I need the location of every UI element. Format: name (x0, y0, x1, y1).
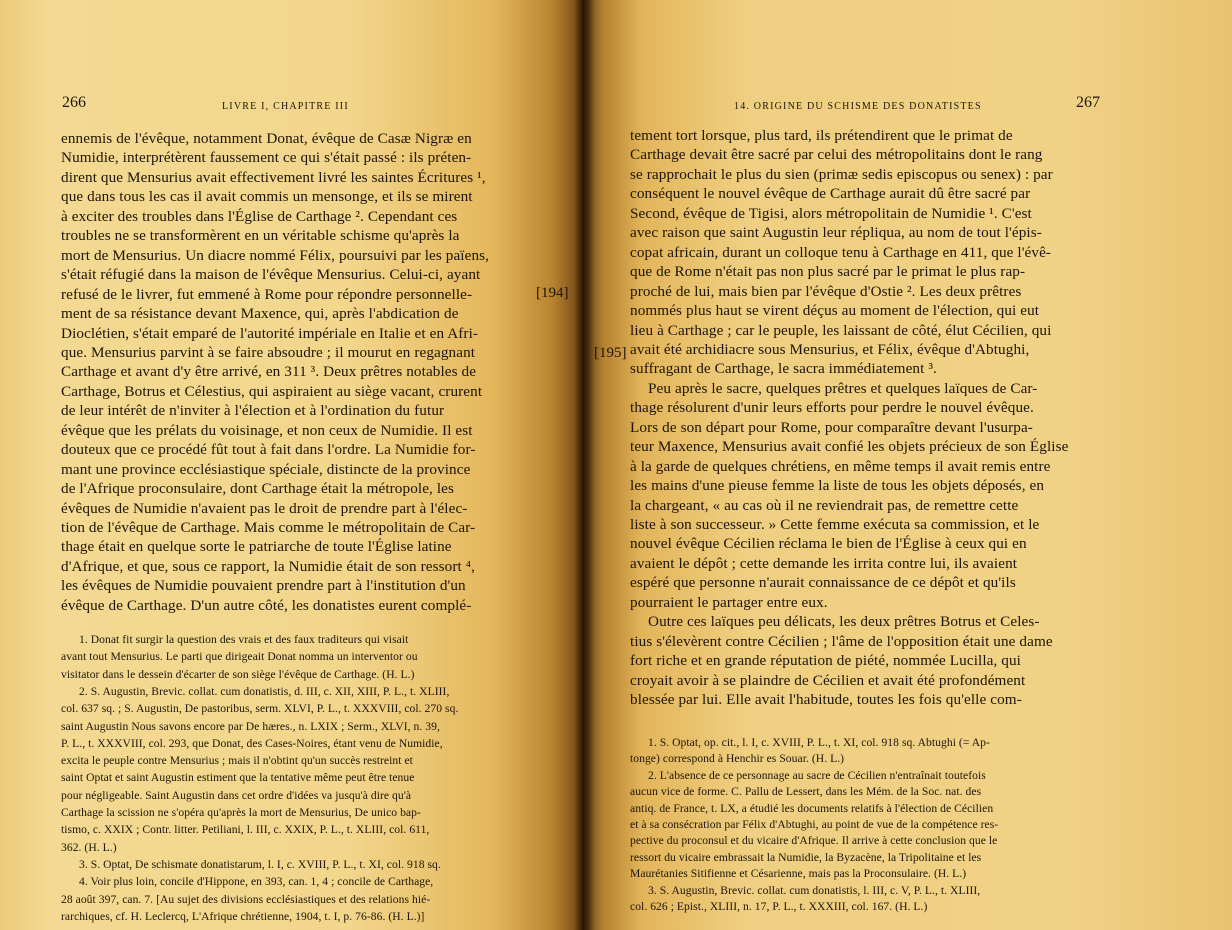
text-line: à la garde de quelques chrétiens, en même temps il avait remis entre (630, 457, 1051, 475)
text-line: dirent que Mensurius avait effectivement livré les saintes Écritures ¹, (61, 168, 486, 186)
text-line: les mains d'une pieuse femme la liste de tous les objets déposés, en (630, 477, 1045, 495)
text-line: Carthage, Botrus et Célestius, qui aspiraient au siège vacant, crurent (61, 382, 483, 400)
text-line: Second, évêque de Tigisi, alors métropolitain de Numidie ¹. C'est (630, 204, 1032, 222)
footnote-line: pour négligeable. Saint Augustin dans cet ordre d'idées va jusqu'à dire qu'à (61, 788, 412, 802)
text-line: évêques de Numidie n'avaient pas le droit de prendre part à l'élec- (61, 499, 468, 517)
footnote-line: et à sa consécration par Félix d'Abtughi, au point de vue de la compétence res- (630, 818, 999, 831)
text-line: espéré que personne n'aurait connaissance de ce dépôt et qu'ils (630, 574, 1016, 592)
text-line: s'était réfugié dans la maison de l'évêque Mensurius. Celui-ci, ayant (61, 266, 481, 284)
right-page-number: 267 (1076, 94, 1100, 111)
footnote-line: col. 637 sq. ; S. Augustin, De pastoribus, serm. XLVI, P. L., t. XXXVIII, col. 270 sq. (61, 702, 459, 716)
text-line: blessée par lui. Elle avait l'habitude, toutes les fois qu'elle com- (630, 691, 1022, 709)
text-line: que de Rome n'était pas non plus sacré par le primat le plus rap- (630, 263, 1026, 281)
text-line: avait été archidiacre sous Mensurius, et Félix, évêque d'Abtughi, (630, 340, 1030, 358)
right-running-head: 14. ORIGINE DU SCHISME DES DONATISTES (734, 101, 982, 112)
text-line: d'Afrique, et que, sous ce rapport, la Numidie était de son ressort ⁴, (61, 557, 476, 575)
left-running-head: LIVRE I, CHAPITRE III (222, 101, 349, 112)
text-line: pourraient le partager entre eux. (630, 593, 828, 611)
footnote-line: 4. Voir plus loin, concile d'Hippone, en 393, can. 1, 4 ; concile de Carthage, (79, 875, 434, 889)
text-line: copat africain, durant un colloque tenu à Carthage en 411, que l'évê- (630, 243, 1052, 261)
footnote-line: rarchiques, cf. H. Leclercq, L'Afrique chrétienne, 1904, t. I, p. 76-86. (H. L.)] (61, 909, 425, 923)
text-line: nommés plus haut se virent déçus au moment de l'élection, qui eut (630, 302, 1040, 320)
text-line: avaient le dépôt ; cette demande les irrita contre lui, ils avaient (630, 554, 1018, 572)
footnote-line: 1. Donat fit surgir la question des vrais et des faux traditeurs qui visait (79, 633, 409, 646)
footnote-line: 2. L'absence de ce personnage au sacre de Cécilien n'entraînait toutefois (648, 768, 986, 782)
margin-reference-195: [195] (594, 345, 627, 361)
footnote-line: pective du proconsul et du vicaire d'Afrique. Il arrive à cette conclusion que le (630, 834, 998, 848)
text-line: teur Maxence, Mensurius avait confié les objets précieux de son Église (630, 438, 1069, 456)
text-line: mort de Mensurius. Un diacre nommé Félix, poursuivi par les païens, (61, 246, 490, 264)
text-line: tement tort lorsque, plus tard, ils prétendirent que le primat de (630, 127, 1013, 144)
text-line: ennemis de l'évêque, notamment Donat, évêque de Casæ Nigræ en (61, 130, 472, 147)
left-page-number: 266 (62, 94, 86, 111)
text-line: ment de sa résistance devant Maxence, qui, après l'abdication de (61, 305, 459, 323)
footnote-line: tonge) correspond à Henchir es Souar. (H. L.) (630, 752, 845, 766)
text-line: troubles ne se transformèrent en un véritable schisme qu'après la (61, 227, 460, 245)
text-line: douteux que ce procédé fût tout à fait dans l'ordre. La Numidie for- (61, 441, 476, 459)
text-line: proché de lui, mais bien par l'évêque d'Ostie ². Les deux prêtres (630, 282, 1022, 300)
text-line: conséquent le nouvel évêque de Carthage aurait dû être sacré par (630, 185, 1031, 203)
text-line: que dans tous les cas il avait commis un mensonge, et ils se mirent (61, 188, 473, 206)
text-line: avec raison que saint Augustin leur répliqua, au nom de tout l'épis- (630, 224, 1042, 242)
text-line: Carthage devait être sacré par celui des métropolitains dont le rang (630, 146, 1043, 164)
text-line: thage était en quelque sorte le patriarche de toute l'Église latine (61, 538, 452, 556)
footnote-line: 3. S. Augustin, Brevic. collat. cum donatistis, l. III, c. V, P. L., t. XLIII, (648, 883, 981, 897)
text-line: Outre ces laïques peu délicats, les deux prêtres Botrus et Celes- (648, 613, 1040, 631)
text-line: refusé de le livrer, fut emmené à Rome pour répondre personnelle- (61, 285, 473, 303)
left-page (0, 0, 582, 930)
text-line: que. Mensurius parvint à se faire absoudre ; il mourut en regagnant (61, 343, 476, 361)
text-line: de leur intérêt de n'inviter à l'élection et à l'ordination du futur (61, 402, 445, 420)
text-line: liste à son successeur. » Cette femme exécuta sa commission, et le (630, 516, 1040, 533)
footnote-line: Maurétanies Sitifienne et Césarienne, mais pas la Proconsulaire. (H. L.) (630, 867, 967, 881)
text-line: tius s'élevèrent contre Cécilien ; l'âme de l'opposition était une dame (630, 632, 1053, 650)
text-line: thage résolurent d'unir leurs efforts pour perdre le nouvel évêque. (630, 399, 1034, 417)
footnote-line: ressort du vicaire embrassait la Numidie, la Byzacène, la Tripolitaine et les (630, 850, 982, 864)
text-line: tion de l'évêque de Carthage. Mais comme le métropolitain de Car- (61, 519, 476, 536)
text-line: les évêques de Numidie pouvaient prendre part à l'institution d'un (61, 577, 466, 595)
text-line: évêque que les prélats du voisinage, et non ceux de Numidie. Il est (61, 421, 473, 439)
text-line: Carthage et avant d'y être arrivé, en 311 ³. Deux prêtres notables de (61, 363, 477, 381)
text-line: mant une province ecclésiastique spéciale, distincte de la province (61, 460, 471, 478)
footnote-line: P. L., t. XXXVIII, col. 293, que Donat, des Cases-Noires, étant venu de Numidie, (61, 736, 443, 750)
footnote-line: col. 626 ; Epist., XLIII, n. 17, P. L., t. XXXIII, col. 167. (H. L.) (630, 900, 928, 913)
text-line: se rapprochait le plus du sien (primæ sedis episcopus ou senex) : par (630, 165, 1053, 183)
text-line: croyait avoir à se plaindre de Cécilien et avait été profondément (630, 671, 1026, 689)
footnote-line: Carthage la scission ne s'opéra qu'après la mort de Mensurius, De unico bap- (61, 806, 421, 819)
footnote-line: avant tout Mensurius. Le parti que dirigeait Donat nomma un interventor ou (61, 650, 418, 664)
text-line: nouvel évêque Cécilien réclama le bien de l'Église à ceux qui en (630, 535, 1027, 553)
text-line: suffragant de Carthage, le sacra immédiatement ³. (630, 360, 937, 378)
text-line: de l'Afrique proconsulaire, dont Carthage était la métropole, les (61, 480, 455, 498)
margin-reference-194: [194] (536, 285, 569, 301)
footnote-line: excita le peuple contre Mensurius ; mais il n'obtint qu'un succès restreint et (61, 754, 413, 768)
footnote-line: saint Augustin Nous savons encore par De hæres., n. LXIX ; Serm., XLVI, n. 39, (61, 719, 440, 733)
footnote-line: 3. S. Optat, De schismate donatistarum, l. I, c. XVIII, P. L., t. XI, col. 918 sq. (79, 857, 441, 871)
text-line: évêque de Carthage. D'un autre côté, les donatistes eurent complé- (61, 596, 472, 614)
footnote-line: antiq. de France, t. LX, a étudié les documents relatifs à l'élection de Cécilien (630, 801, 994, 815)
text-line: lieu à Carthage ; car le peuple, les laissant de côté, élut Cécilien, qui (630, 321, 1052, 339)
footnote-line: 2. S. Augustin, Brevic. collat. cum donatistis, d. III, c. XII, XIII, P. L., t. XLIII, (79, 684, 450, 698)
text-line: à exciter des troubles dans l'Église de Carthage ². Cependant ces (61, 207, 458, 225)
footnote-line: visitator dans le dessein d'écarter de son siège l'évêque de Carthage. (H. L.) (61, 667, 415, 681)
footnote-line: saint Optat et saint Augustin estiment que la tentative même peut être tenue (61, 771, 415, 785)
text-line: fort riche et en grande réputation de piété, nommée Lucilla, qui (630, 652, 1021, 670)
footnote-line: 362. (H. L.) (61, 840, 117, 854)
text-line: Lors de son départ pour Rome, pour comparaître devant l'usurpa- (630, 418, 1033, 436)
book-gutter (574, 0, 594, 930)
text-line: Peu après le sacre, quelques prêtres et quelques laïques de Car- (648, 379, 1038, 397)
text-line: la chargeant, « au cas où il ne reviendrait pas, de remettre cette (630, 496, 1019, 514)
footnote-line: 1. S. Optat, op. cit., l. I, c. XVIII, P. L., t. XI, col. 918 sq. Abtughi (= Ap- (648, 736, 990, 749)
text-line: Numidie, interprétèrent faussement ce qui s'était passé : ils préten- (61, 149, 472, 167)
text-line: Dioclétien, s'était emparé de l'autorité impériale en Italie et en Afri- (61, 324, 479, 342)
footnote-line: aucun vice de forme. C. Pallu de Lessert, dans les Mém. de la Soc. nat. des (630, 785, 982, 799)
right-page (584, 0, 1232, 930)
footnote-line: tismo, c. XXIX ; Contr. litter. Petiliani, l. III, c. XXIX, P. L., t. XLIII, col. 611, (61, 823, 430, 837)
footnote-line: 28 août 397, can. 7. [Au sujet des divisions ecclésiastiques et des relations hié- (61, 892, 431, 906)
